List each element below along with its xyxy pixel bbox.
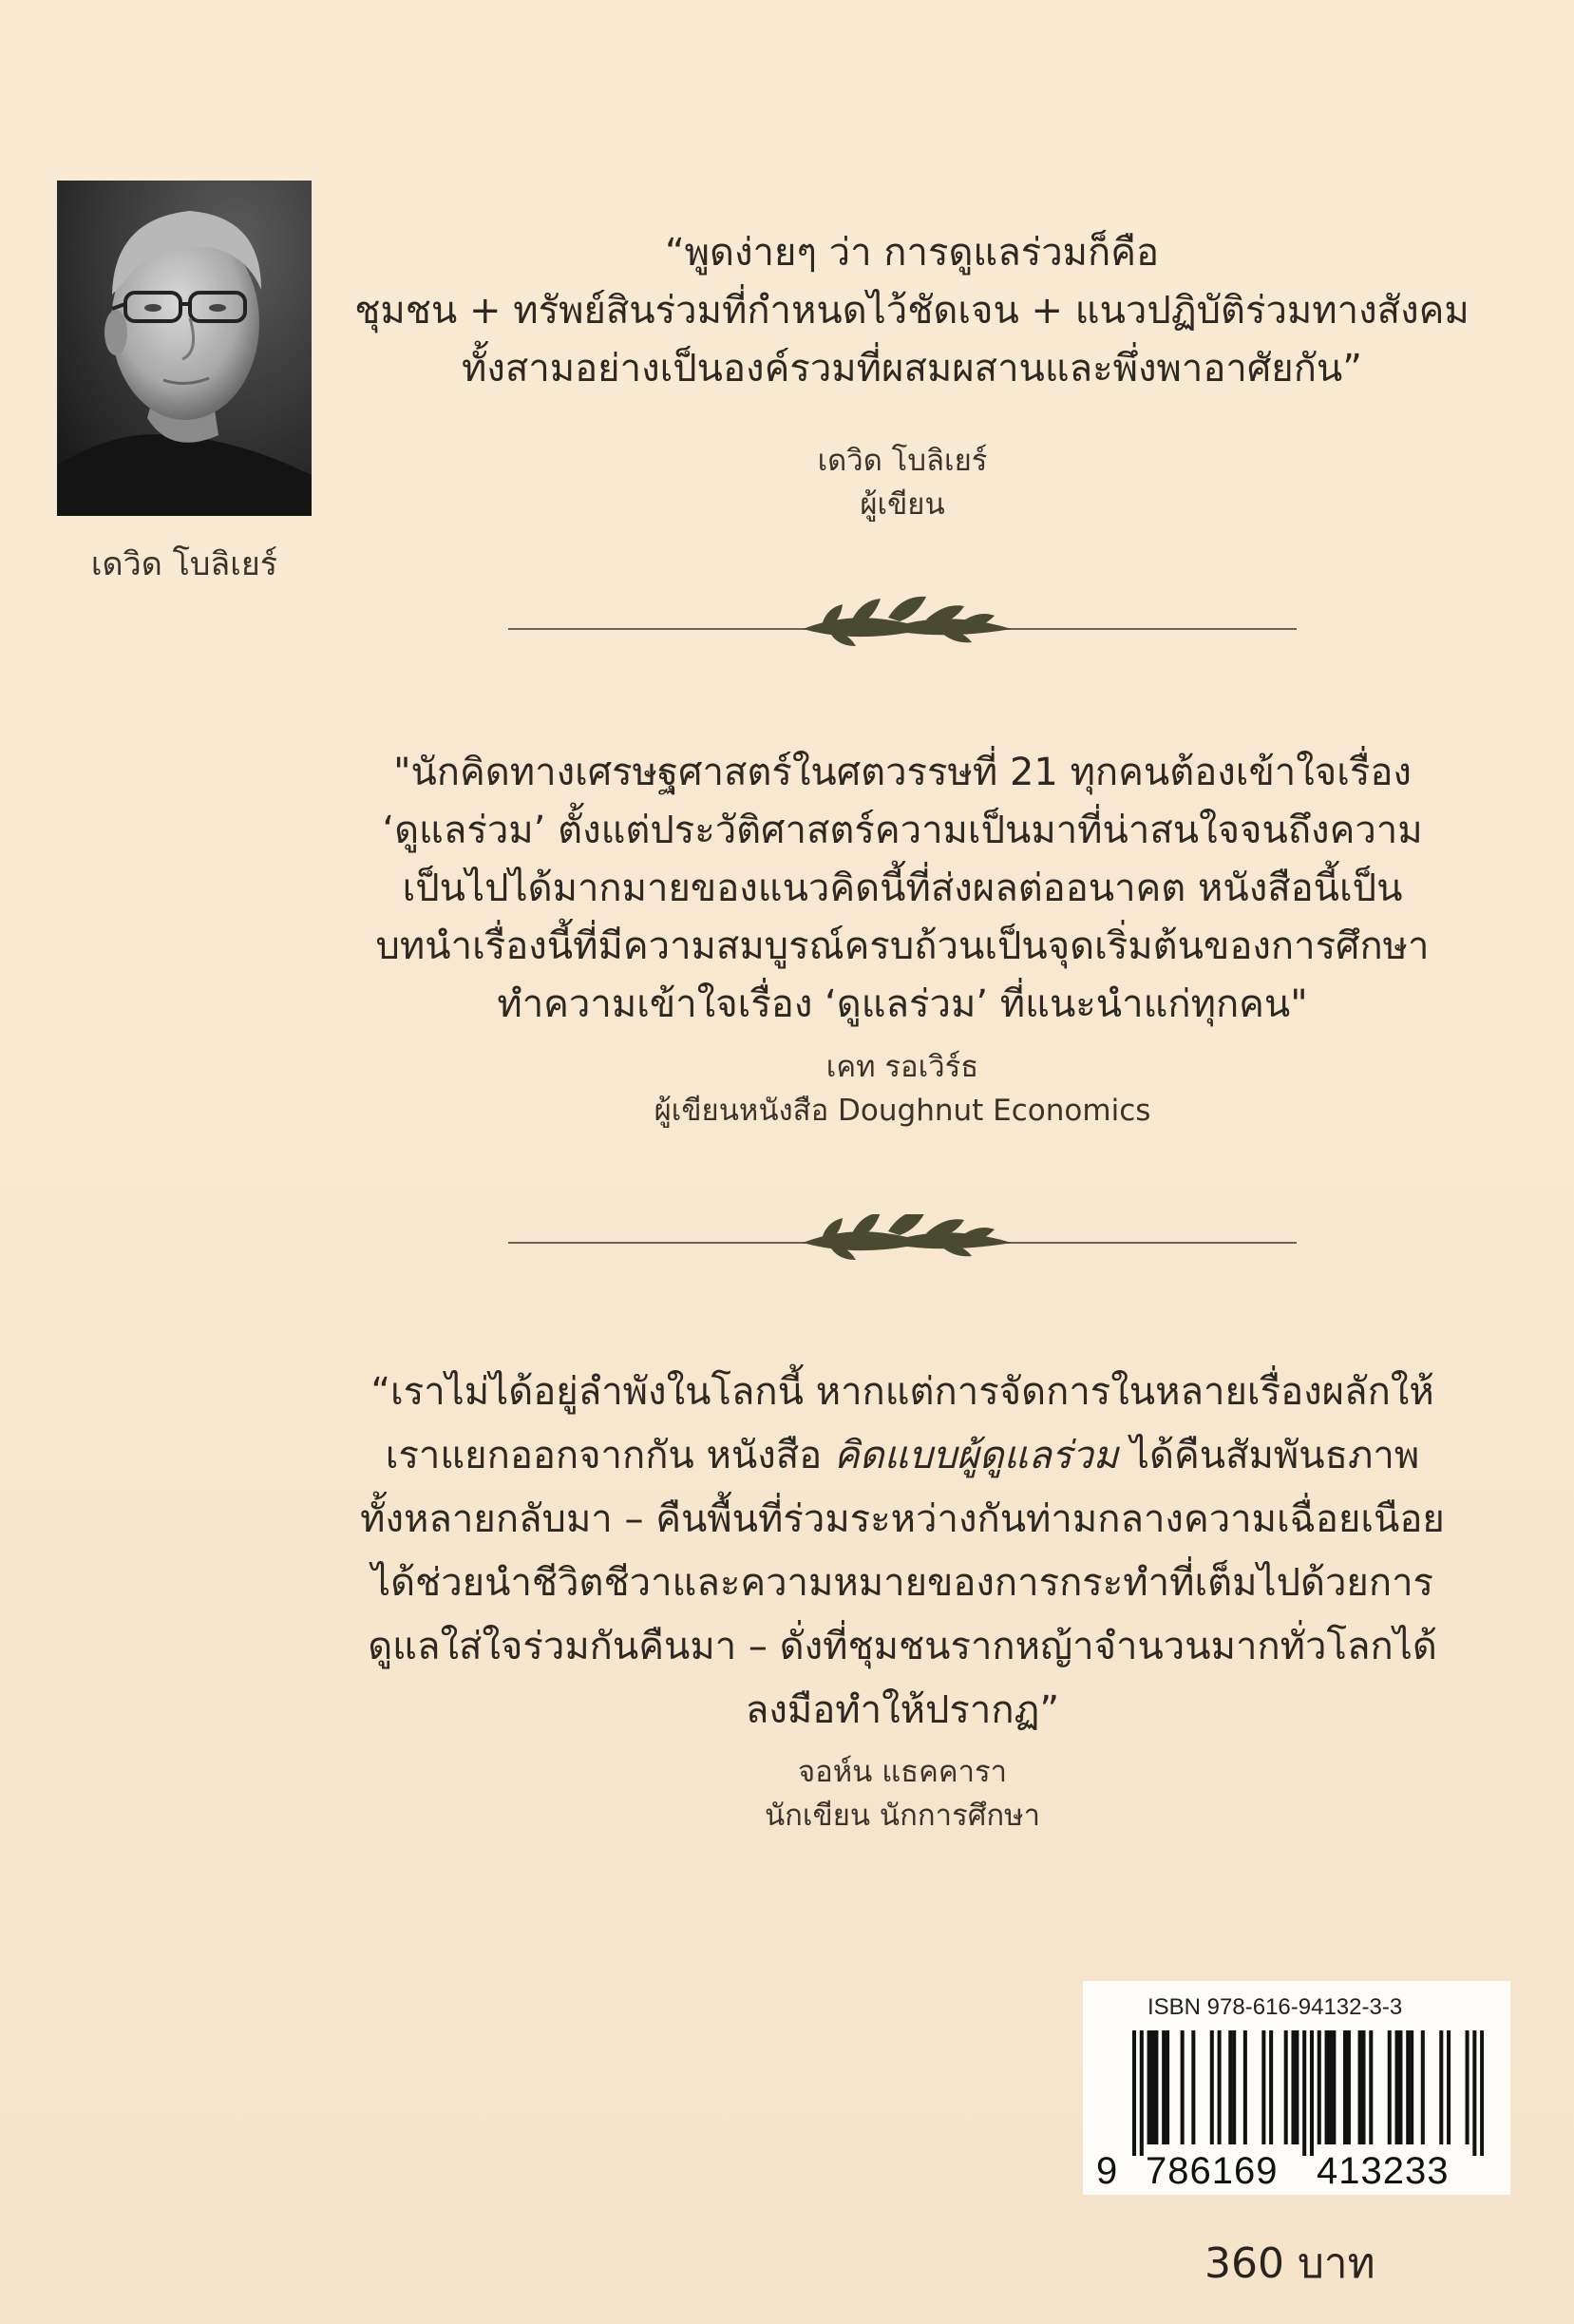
quote-3-line: ได้ช่วยนำชีวิตชีวาและความหมายของการกระทำที่เต็มไปด้วยการ — [370, 1561, 1434, 1605]
barcode-bar — [1232, 2030, 1236, 2144]
quote-3-line: ทั้งหลายกลับมา – คืนพื้นที่ร่วมระหว่างกันท่ามกลางความเฉื่อยเนือย — [360, 1497, 1445, 1541]
quote-3-line: ลงมือทำให้ปรากฏ” — [745, 1688, 1060, 1732]
barcode-bar — [1150, 2030, 1154, 2144]
barcode-bar — [1421, 2030, 1425, 2144]
quote-1-author: เดวิด โบลิเยร์ — [817, 444, 988, 478]
barcode-bar — [1439, 2030, 1443, 2144]
barcode-bar — [1166, 2030, 1169, 2144]
quote-3-role: นักเขียน นักการศึกษา — [764, 1799, 1041, 1833]
barcode-bar — [1310, 2030, 1314, 2156]
photo-caption: เดวิด โบลิเยร์ — [90, 545, 278, 583]
isbn-label: ISBN 978-616-94132-3-3 — [1147, 1994, 1403, 2020]
barcode-bar — [1295, 2030, 1299, 2144]
barcode-digit-first: 9 — [1096, 2150, 1119, 2192]
barcode-bar — [1269, 2030, 1273, 2144]
leaf-ornament-divider — [508, 591, 1297, 648]
barcode-bar — [1388, 2030, 1392, 2144]
quote-2-line: เป็นไปได้มากมายของแนวคิดนี้ที่ส่งผลต่ออนาคต หนังสือนี้เป็น — [402, 867, 1403, 910]
barcode-bar — [1466, 2030, 1470, 2144]
quote-3-line — [285, 1424, 1520, 1488]
barcode-bar — [1328, 2030, 1332, 2144]
barcode-bars — [1132, 2030, 1484, 2156]
barcode-bar — [1332, 2030, 1336, 2144]
barcode-bar — [1218, 2030, 1222, 2144]
barcode-bar — [1395, 2030, 1399, 2144]
quote-2-author: เคท รอเวิร์ธ — [825, 1050, 979, 1084]
barcode-digits-right: 413233 — [1317, 2150, 1450, 2192]
barcode-bar — [1318, 2030, 1321, 2144]
barcode-bar — [1132, 2030, 1136, 2156]
quote-2-line: ทำความเข้าใจเรื่อง ‘ดูแลร่วม’ ที่แนะนำแก่ทุกคน" — [497, 982, 1308, 1026]
quote-1-role: ผู้เขียน — [860, 487, 945, 522]
leaf-ornament-divider — [508, 1214, 1297, 1271]
barcode-bar — [1343, 2030, 1347, 2144]
quote-3 — [285, 1361, 1520, 1743]
quote-3-text: เราแยกออกจากกัน หนังสือ — [385, 1434, 834, 1477]
barcode-bar — [1480, 2030, 1484, 2156]
barcode-bar — [1325, 2030, 1329, 2144]
barcode-bar — [1162, 2030, 1166, 2144]
quote-2-attribution — [475, 1045, 1330, 1133]
barcode-bar — [1347, 2030, 1351, 2144]
barcode-bar — [1472, 2030, 1476, 2156]
quote-3-line: “เราไม่ได้อยู่ลำพังในโลกนี้ หากแต่การจัดการในหลายเรื่องผลักให้ — [370, 1370, 1434, 1414]
barcode-bar — [1284, 2030, 1288, 2144]
barcode-bar — [1261, 2030, 1265, 2144]
barcode-bar — [1410, 2030, 1413, 2144]
quote-1-line: “พูดง่ายๆ ว่า การดูแลร่วมก็คือ — [664, 231, 1160, 275]
quote-1 — [342, 224, 1482, 398]
isbn-barcode — [1083, 1981, 1510, 2195]
quote-3-attribution — [617, 1750, 1187, 1838]
barcode-bar — [1369, 2030, 1373, 2144]
barcode-bar — [1291, 2030, 1295, 2144]
barcode-bar — [1406, 2030, 1410, 2144]
quote-1-line: ทั้งสามอย่างเป็นองค์รวมที่ผสมผสานและพึ่งพาอาศัยกัน” — [462, 347, 1362, 391]
barcode-bar — [1358, 2030, 1362, 2144]
barcode-bar — [1228, 2030, 1232, 2144]
quote-2-line: บทนำเรื่องนี้ที่มีความสมบูรณ์ครบถ้วนเป็นจุดเริ่มต้นของการศึกษา — [375, 924, 1430, 968]
quote-3-author: จอห์น แธคคารา — [797, 1755, 1008, 1789]
price: 360 บาท — [1204, 2239, 1375, 2288]
barcode-bar — [1154, 2030, 1158, 2144]
barcode-bar — [1140, 2030, 1144, 2156]
barcode-bar — [1398, 2030, 1402, 2144]
barcode-bar — [1302, 2030, 1306, 2156]
barcode-bar — [1361, 2030, 1365, 2144]
barcode-bar — [1447, 2030, 1451, 2144]
book-title: คิดแบบผู้ดูแลร่วม — [833, 1434, 1119, 1477]
quote-2-line: "นักคิดทางเศรษฐศาสตร์ในศตวรรษที่ 21 ทุกคนต้องเข้าใจเรื่อง — [393, 751, 1412, 794]
barcode-bar — [1243, 2030, 1247, 2144]
quote-1-line: ชุมชน + ทรัพย์สินร่วมที่กำหนดไว้ชัดเจน + แนวปฏิบัติร่วมทางสังคม — [354, 289, 1470, 333]
quote-3-line: ดูแลใส่ใจร่วมกันคืนมา – ดั่งที่ชุมชนรากหญ้าจำนวนมากทั่วโลกได้ — [368, 1625, 1437, 1668]
barcode-digits-left: 786169 — [1146, 2150, 1279, 2192]
quote-2-line: ‘ดูแลร่วม’ ตั้งแต่ประวัติศาสตร์ความเป็นมาที่น่าสนใจจนถึงความ — [382, 809, 1423, 852]
barcode-bar — [1191, 2030, 1195, 2144]
barcode-bar — [1181, 2030, 1185, 2144]
quote-2-role: ผู้เขียนหนังสือ Doughnut Economics — [654, 1094, 1151, 1128]
quote-3-text: ได้คืนสัมพันธภาพ — [1118, 1434, 1420, 1477]
barcode-bar — [1147, 2030, 1151, 2144]
author-photo — [57, 181, 312, 516]
quote-1-attribution — [617, 439, 1187, 526]
barcode-bar — [1210, 2030, 1214, 2144]
quote-2 — [285, 744, 1520, 1034]
